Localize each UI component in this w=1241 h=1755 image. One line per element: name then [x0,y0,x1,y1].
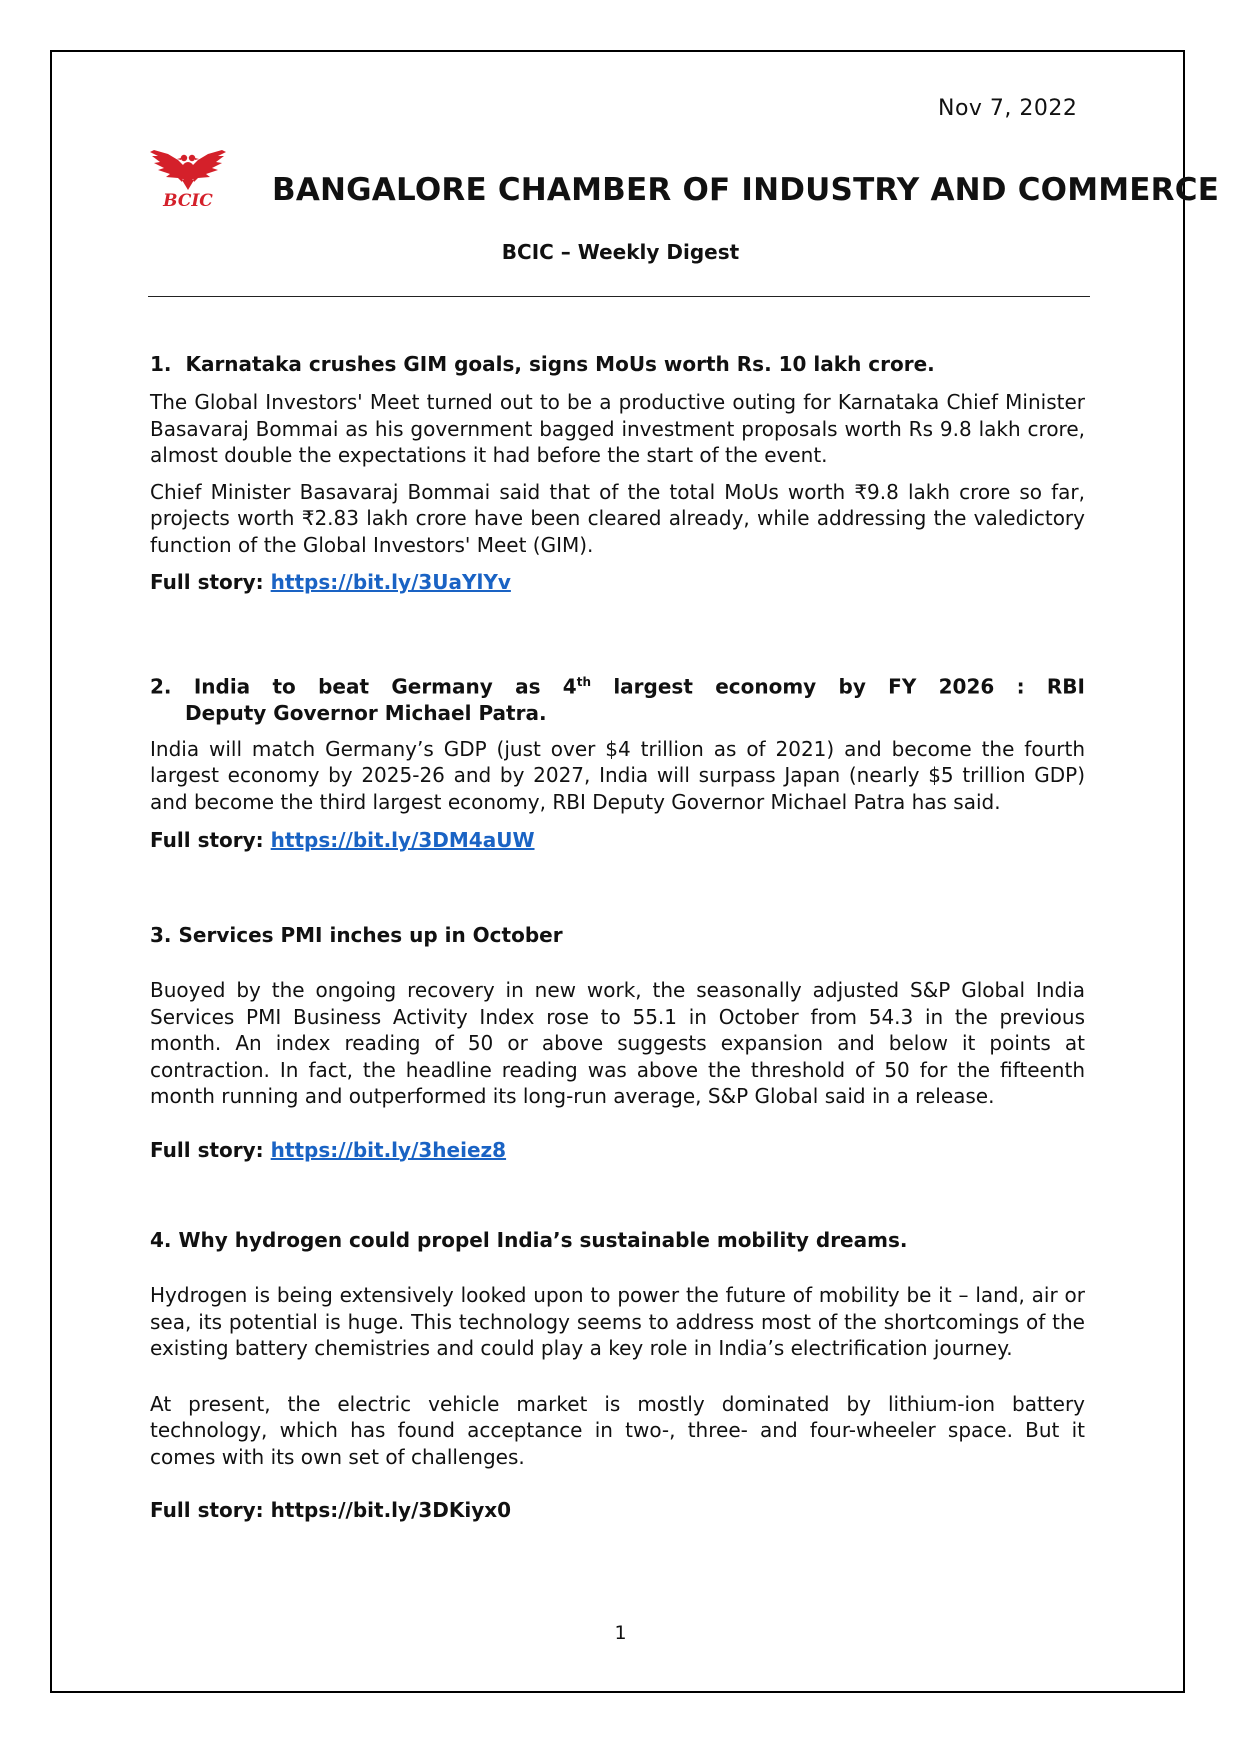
document-date: Nov 7, 2022 [938,96,1078,121]
full-story-line [150,570,1085,594]
news-item-title-text-cont: largest economy by FY 2026 : RBI [613,674,1085,699]
full-story-line [150,1138,1085,1162]
news-item-1 [150,351,1085,594]
organization-name: BANGALORE CHAMBER OF INDUSTRY AND COMMERCE [272,172,1220,208]
full-story-label: Full story: [150,570,264,594]
news-item-2-title-line-2: Deputy Governor Michael Patra. [185,700,547,725]
news-item-number: 1. [150,352,172,376]
full-story-link[interactable]: https://bit.ly/3heiez8 [270,1137,507,1162]
bcic-eagle-emblem [148,146,228,210]
news-item-1-paragraph-1: The Global Investors' Meet turned out to be a productive outing for Karnataka Chief Minister Basavaraj Bommai as his government bagged investment proposals worth Rs 9.8 lakh crore, almost double the expectations it had before the start of the event. [150,390,1085,467]
header-divider [148,296,1090,297]
news-item-2-paragraph-1: India will match Germany’s GDP (just over $4 trillion as of 2021) and become the fourth largest economy by 2025-26 and by 2027, India will surpass Japan (nearly $5 trillion GDP) and become the third largest economy, RBI Deputy Governor Michael Patra has said. [150,736,1085,814]
news-item-title-text: Karnataka crushes GIM goals, signs MoUs worth Rs. 10 lakh crore. [185,352,935,376]
news-item-1-title [150,351,1085,377]
news-item-title-text: India to beat Germany as 4 [193,674,577,699]
news-item-3-title [150,922,1085,948]
news-item-1-paragraph-2: Chief Minister Basavaraj Bommai said that of the total MoUs worth ₹9.8 lakh crore so far, projects worth ₹2.83 lakh crore have been cleared already, while addressing the valedictory function of the Global Investors' Meet (GIM). [150,479,1085,557]
full-story-label: Full story: [150,1137,264,1162]
digest-title [0,240,1241,264]
full-story-link[interactable]: https://bit.ly/3DM4aUW [270,828,535,853]
news-item-4-title [150,1227,1085,1253]
news-item-4 [150,1227,1085,1522]
news-item-number: 2. [150,674,172,699]
full-story-link[interactable]: https://bit.ly/3UaYlYv [270,570,511,594]
news-item-number: 3. [150,923,172,947]
full-story-label: Full story: [150,828,264,853]
news-item-3 [150,922,1085,1162]
logo-text: BCIC [163,191,213,210]
news-item-4-paragraph-2: At present, the electric vehicle market is mostly dominated by lithium-ion battery technology, which has found acceptance in two-, three- and four-wheeler space. But it comes with its own set of challenges. [150,1391,1085,1469]
full-story-line [150,828,1085,852]
ordinal-superscript: th [576,675,592,689]
news-item-2-title-line-1 [150,669,1085,700]
news-item-2 [150,669,1085,852]
news-item-3-paragraph-1: Buoyed by the ongoing recovery in new work, the seasonally adjusted S&P Global India Services PMI Business Activity Index rose to 55.1 in October from 54.3 in the previous month. An index reading of 50 or above suggests expansion and below it points at contraction. In fact, the headline reading was above the threshold of 50 for the fifteenth month running and outperformed its long-run average, S&P Global said in a release. [150,978,1085,1108]
news-item-4-paragraph-1: Hydrogen is being extensively looked upon to power the future of mobility be it – land, air or sea, its potential is huge. This technology seems to address most of the shortcomings of the existing battery chemistries and could play a key role in India’s electrification journey. [150,1283,1085,1360]
page-number: 1 [614,1622,627,1644]
bcic-logo [148,146,228,210]
full-story-label: Full story: [150,1498,264,1522]
digest-title-text: BCIC – Weekly Digest [501,240,740,264]
full-story-url-text: https://bit.ly/3DKiyx0 [270,1498,512,1522]
news-item-title-text: Services PMI inches up in October [178,923,563,947]
full-story-line [150,1498,1085,1522]
news-item-number: 4. [150,1228,172,1252]
news-item-title-text: Why hydrogen could propel India’s sustainable mobility dreams. [178,1228,908,1252]
